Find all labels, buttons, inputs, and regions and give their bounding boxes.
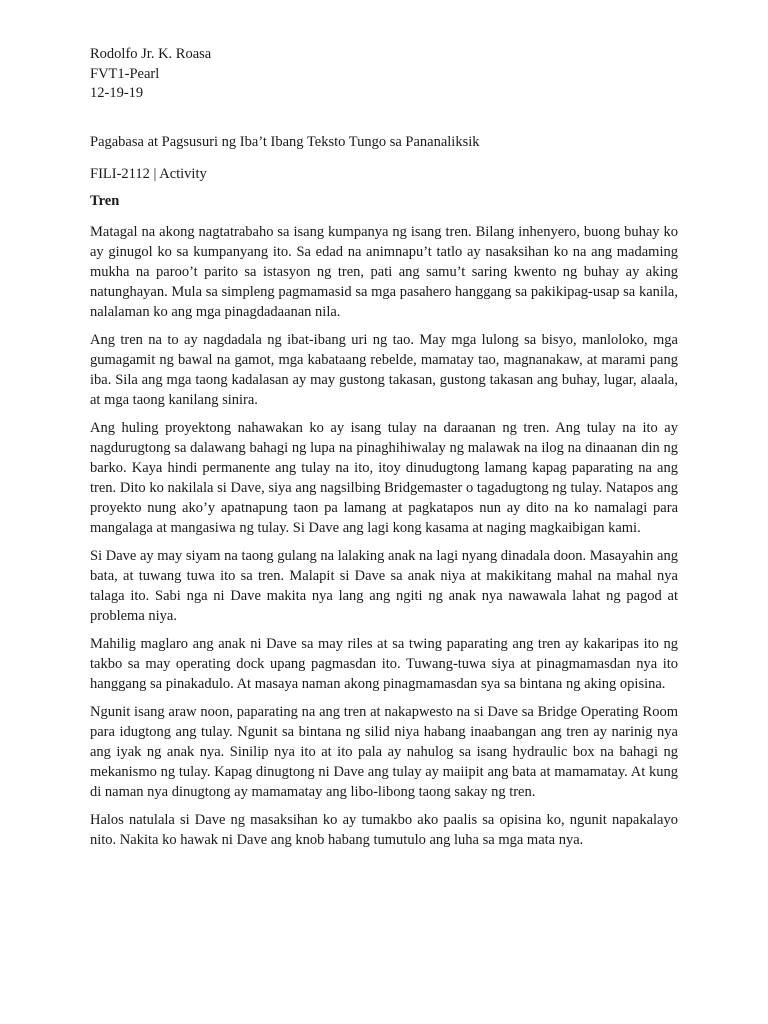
story-paragraph: Matagal na akong nagtatrabaho sa isang kumpanya ng isang tren. Bilang inhenyero, buong buhay ko ay ginugol ko sa kumpanyang ito. Sa edad na animnapu’t tatlo ay nasaksihan ko na ang madaming mukha na paroo’t parito sa istasyon ng tren, pati ang samu’t saring kwento ng buhay ay aking natunghayan. Mula sa simpleng pagmamasid sa mga pasahero hanggang sa pakikipag-usap sa kanila, nalalaman ko ang mga pinagdadaanan nila. (90, 223, 678, 320)
section-name: FVT1-Pearl (90, 65, 160, 82)
document-date: 12-19-19 (90, 85, 144, 101)
author-name: Rodolfo Jr. K. Roasa (90, 46, 212, 62)
story-paragraph: Si Dave ay may siyam na taong gulang na lalaking anak na lagi nyang dinadala doon. Masayahin ang bata, at tuwang tuwa ito sa tren. Malapit si Dave sa anak niya at makikitang mahal na mahal nya talaga ito. Sabi nga ni Dave makita nya lang ang ngiti ng anak nya nawawala lahat ng pagod at problema niya. (90, 547, 678, 624)
story-title: Tren (90, 192, 120, 209)
story-paragraph: Ang huling proyektong nahawakan ko ay isang tulay na daraanan ng tren. Ang tulay na ito ay nagdurugtong sa dalawang bahagi ng lupa na pinaghihiwalay ng malawak na ilog na dinaanan din ng barko. Kaya hindi permanente ang tulay na ito, itoy dinudugtong lamang kapag paparating na ang tren. Dito ko nakilala si Dave, siya ang nagsilbing Bridgemaster o tagadugtong ng tulay. Natapos ang proyekto nung ako’y apatnapung taon pa lamang at pagkatapos nun ay dito na ko namalagi para mangalaga at mangasiwa ng tulay. Si Dave ang lagi kong kasama at naging magkaibigan kami. (90, 419, 678, 536)
story-paragraph: Ang tren na to ay nagdadala ng ibat-ibang uri ng tao. May mga lulong sa bisyo, manloloko, mga gumagamit ng bawal na gamot, mga kabataang rebelde, mamatay tao, magnanakaw, at marami pang iba. Sila ang mga taong kadalasan ay may gustong takasan, gustong takasan ang buhay, lugar, alaala, at mga taong kanilang sinira. (90, 331, 678, 408)
story-paragraph: Mahilig maglaro ang anak ni Dave sa may riles at sa twing paparating ang tren ay kakaripas ito ng takbo sa may operating dock upang pagmasdan ito. Tuwang-tuwa siya at pinagmamasdan nya ito hanggang sa pinakadulo. At masaya naman akong pinagmamasdan sya sa bintana ng aking opisina. (90, 635, 678, 692)
story-paragraph: Halos natulala si Dave ng masaksihan ko ay tumakbo ako paalis sa opisina ko, ngunit napakalayo nito. Nakita ko hawak ni Dave ang knob habang tumutulo ang luha sa mga mata nya. (90, 811, 678, 848)
story-paragraph: Ngunit isang araw noon, paparating na ang tren at nakapwesto na si Dave sa Bridge Operating Room para idugtong ang tulay. Ngunit sa bintana ng silid niya habang inaabangan ang tren ay narinig nya ang iyak ng anak nya. Sinilip nya ito at ito pala ay nahulog sa isang hydraulic box na bahagi ng mekanismo ng tulay. Kapag dinugtong ni Dave ang tulay ay maiipit ang bata at mamamatay. At kung di naman nya dinugtong ay mamamatay ang libo-libong taong sakay ng tren. (90, 703, 678, 800)
course-title: Pagabasa at Pagsusuri ng Iba’t Ibang Teksto Tungo sa Pananaliksik (90, 133, 480, 150)
course-code-line: FILI-2112 | Activity (90, 165, 207, 182)
